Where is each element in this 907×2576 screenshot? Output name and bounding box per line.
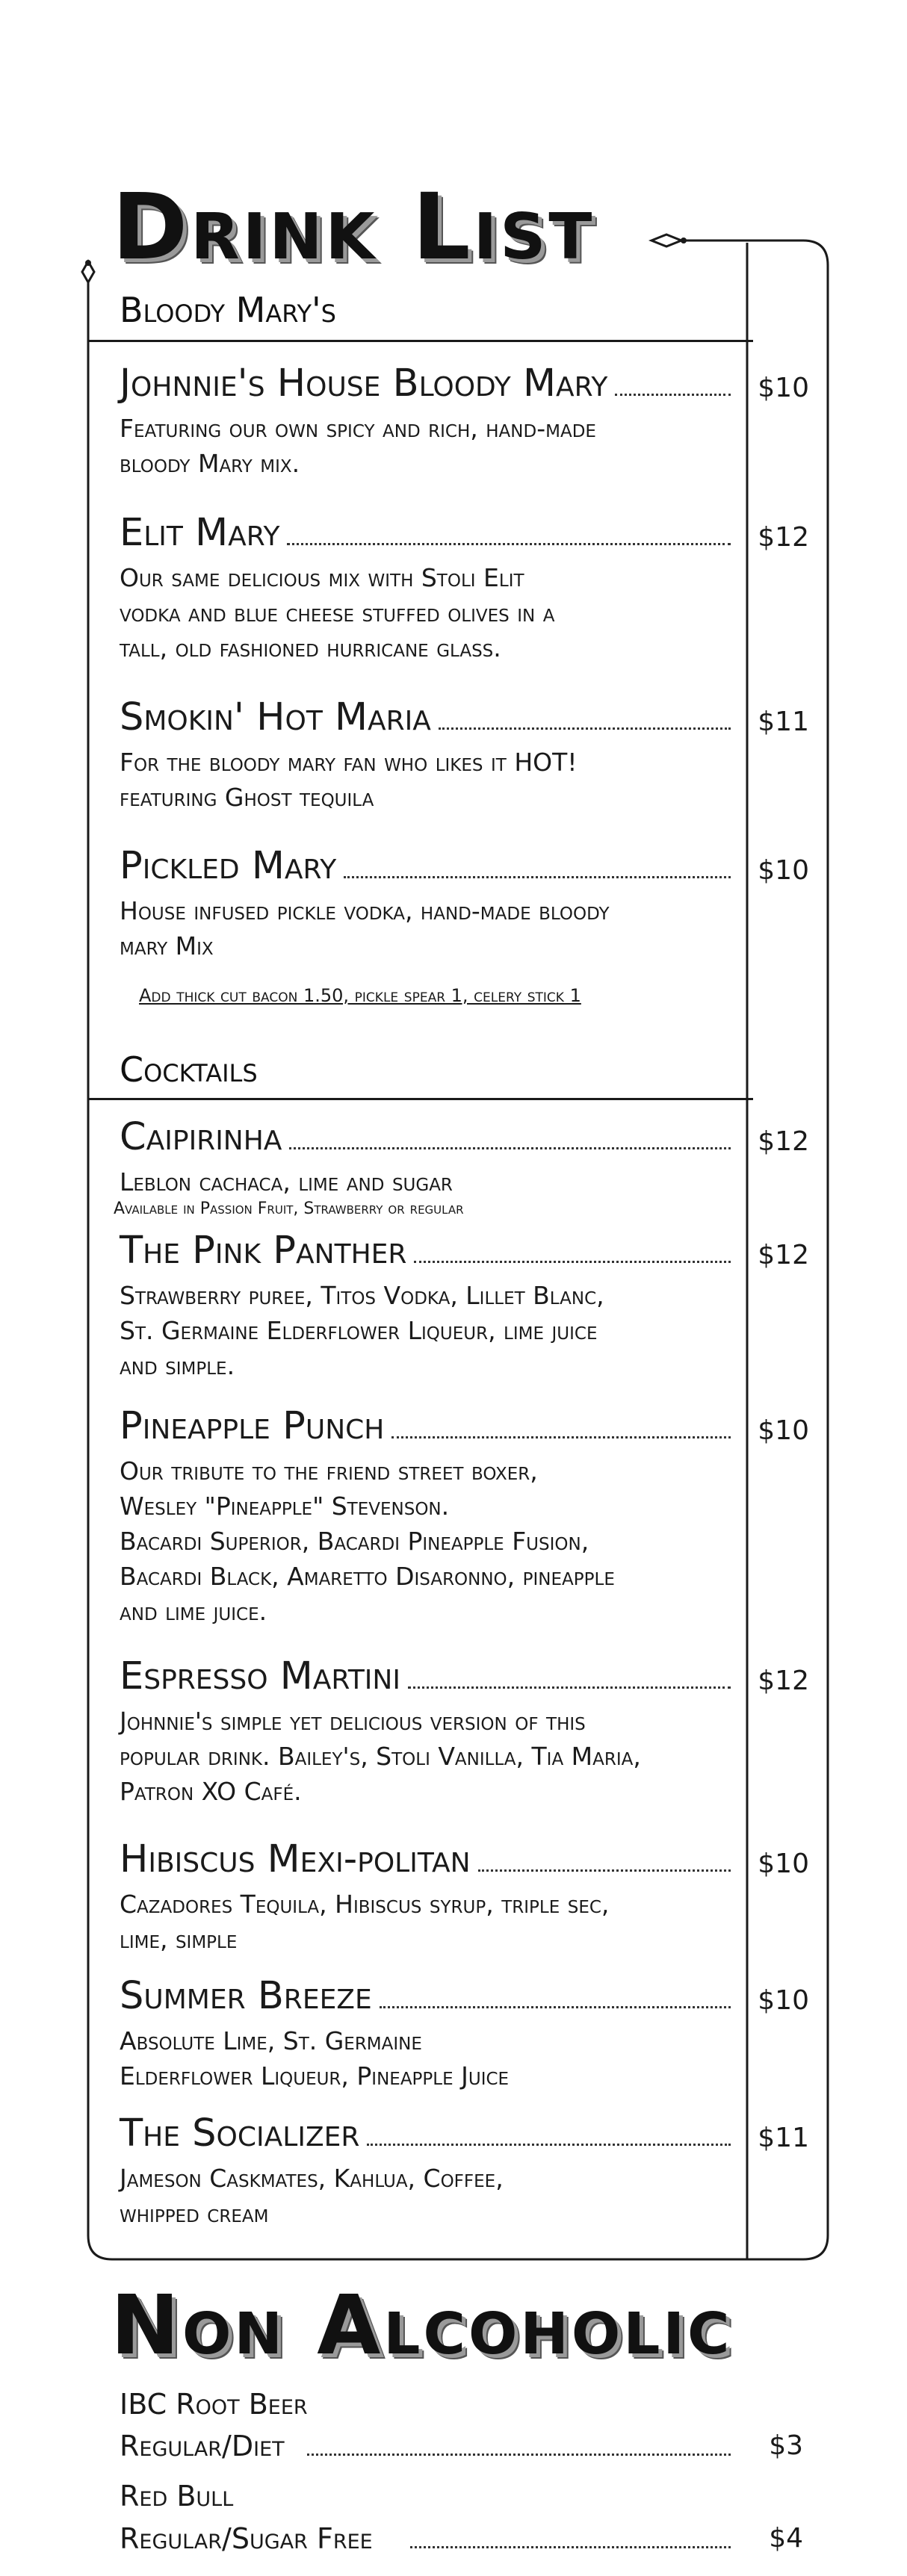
non-alcoholic-title: Non Alcoholic (111, 2277, 733, 2373)
menu-item (114, 1115, 809, 1219)
menu-item (120, 1837, 809, 1957)
dot-leader (615, 394, 731, 396)
item-price: $12 (758, 1240, 809, 1270)
dot-leader (344, 876, 731, 878)
menu-item (120, 511, 809, 665)
menu-item (120, 1974, 809, 2094)
page-title: Drink List (112, 174, 595, 280)
section-heading-bloody-marys: Bloody Mary's (120, 290, 336, 330)
menu-item (120, 1404, 809, 1629)
section-divider (88, 1098, 753, 1100)
item-description: Our tribute to the friend street boxer, Wesley "Pineapple" Stevenson. Bacardi Superior, Bacardi Pineapple Fusion, Bacardi Black, Amaretto Disaronno, pineapple and lime juice. (120, 1456, 615, 1626)
dot-leader (307, 2454, 731, 2456)
item-price: $10 (758, 855, 809, 886)
item-name: Caipirinha (120, 1115, 282, 1159)
dot-leader (408, 1686, 731, 1689)
item-description: Featuring our own spicy and rich, hand-made bloody Mary mix. (120, 414, 596, 478)
item-price: $11 (758, 707, 809, 737)
na-item (120, 2518, 803, 2559)
item-price: $10 (758, 1415, 809, 1446)
menu-item (120, 1654, 809, 1809)
item-price: $10 (758, 1849, 809, 1879)
dot-leader (410, 2546, 731, 2548)
dot-leader (367, 2144, 731, 2146)
item-name: Johnnie's House Bloody Mary (120, 361, 608, 406)
menu-item (120, 1229, 809, 1383)
item-note: Available in Passion Fruit, Strawberry or regular (114, 1199, 464, 1218)
item-price: $11 (758, 2123, 809, 2153)
arrow-down-ornament-icon (82, 260, 94, 295)
arrow-right-ornament-icon (651, 235, 687, 246)
item-name: Summer Breeze (120, 1974, 372, 2018)
item-price: $4 (769, 2523, 803, 2554)
item-name: Espresso Martini (120, 1654, 400, 1698)
dot-leader (414, 1261, 731, 1263)
dot-leader (478, 1869, 731, 1872)
item-name: Smokin' Hot Maria (120, 695, 431, 739)
dot-leader (391, 1436, 731, 1438)
dot-leader (287, 543, 731, 545)
menu-item (120, 844, 809, 963)
dot-leader (380, 2006, 731, 2008)
item-description: Jameson Caskmates, Kahlua, Coffee, whipped cream (120, 2164, 504, 2228)
na-item-variant: Regular/Sugar Free (120, 2522, 373, 2555)
item-name: The Socializer (120, 2111, 360, 2156)
item-price: $10 (758, 1985, 809, 2016)
item-price: $12 (758, 1126, 809, 1157)
item-name: The Pink Panther (120, 1229, 407, 1273)
dot-leader (439, 727, 731, 730)
na-item-name: Red Bull (120, 2480, 234, 2513)
item-price: $12 (758, 1666, 809, 1696)
na-item-name: IBC Root Beer (120, 2388, 308, 2421)
item-name: Pickled Mary (120, 844, 337, 888)
item-description: Johnnie's simple yet delicious version of this popular drink. Bailey's, Stoli Vanilla, Tia Maria, Patron XO Café. (120, 1707, 641, 1806)
section-heading-cocktails: Cocktails (120, 1049, 258, 1090)
item-description: Leblon cachaca, lime and sugar (120, 1167, 453, 1197)
item-description: House infused pickle vodka, hand-made bloody mary Mix (120, 896, 610, 960)
dot-leader (289, 1147, 731, 1149)
item-price: $12 (758, 522, 809, 553)
item-name: Elit Mary (120, 511, 280, 555)
item-description: For the bloody mary fan who likes it HOT! featuring Ghost tequila (120, 748, 578, 812)
menu-item (120, 695, 809, 815)
section-divider (88, 340, 753, 342)
item-name: Hibiscus Mexi-politan (120, 1837, 471, 1881)
addon-note: Add thick cut bacon 1.50, pickle spear 1, celery stick 1 (139, 985, 581, 1006)
item-description: Cazadores Tequila, Hibiscus syrup, triple sec, lime, simple (120, 1890, 610, 1954)
menu-item (120, 361, 809, 481)
item-price: $3 (769, 2430, 803, 2461)
item-name: Pineapple Punch (120, 1404, 385, 1448)
menu-item (120, 2111, 809, 2231)
item-price: $10 (758, 373, 809, 403)
na-item (120, 2426, 803, 2466)
item-description: Our same delicious mix with Stoli Elit vodka and blue cheese stuffed olives in a tall, old fashioned hurricane glass. (120, 563, 555, 662)
item-description: Strawberry puree, Titos Vodka, Lillet Blanc, St. Germaine Elderflower Liqueur, lime juice and simple. (120, 1281, 604, 1380)
na-item-variant: Regular/Diet (120, 2430, 285, 2462)
item-description: Absolute Lime, St. Germaine Elderflower Liqueur, Pineapple Juice (120, 2026, 510, 2091)
